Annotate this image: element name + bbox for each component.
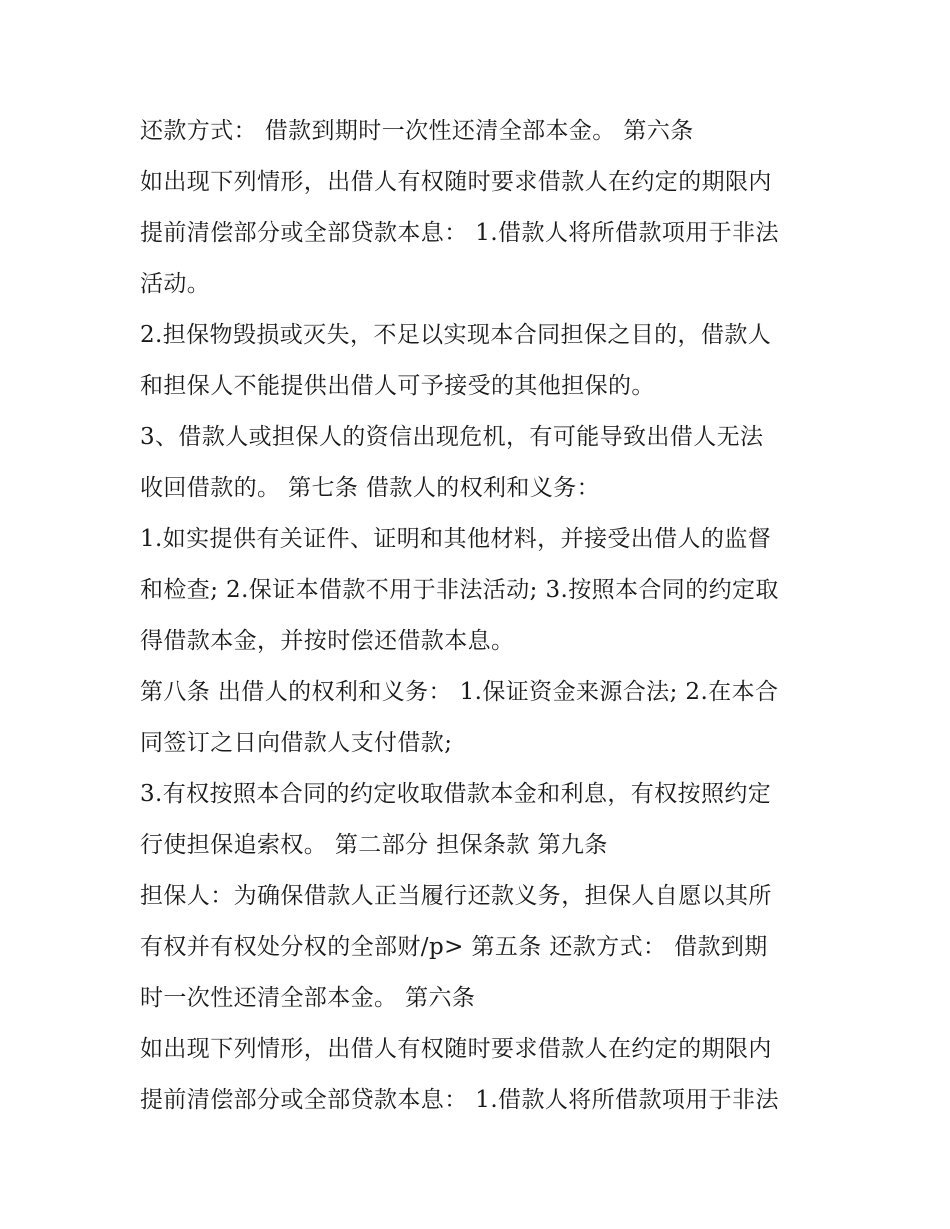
text-line: 3、借款人或担保人的资信出现危机，有可能导致出借人无法 [140,424,764,450]
text-line: 时一次性还清全部本金。 第六条 [140,985,476,1011]
text-line: 和担保人不能提供出借人可予接受的其他担保的。 [140,373,655,399]
text-line: 担保人：为确保借款人正当履行还款义务，担保人自愿以其所 [140,883,772,909]
text-line: 行使担保追索权。 第二部分 担保条款 第九条 [140,832,608,858]
text-line: 得借款本金，并按时偿还借款本息。 [140,628,515,654]
text-line: 如出现下列情形，出借人有权随时要求借款人在约定的期限内 [140,1036,772,1062]
text-line: 有权并有权处分权的全部财/p> 第五条 还款方式： 借款到期 [140,934,768,960]
text-line: 同签订之日向借款人支付借款; [140,730,453,756]
text-line: 第八条 出借人的权利和义务： 1.保证资金来源合法; 2.在本合 [140,679,779,705]
text-line: 如出现下列情形，出借人有权随时要求借款人在约定的期限内 [140,169,772,195]
text-line: 3.有权按照本合同的约定收取借款本金和利息，有权按照约定 [140,781,772,807]
text-line: 2.担保物毁损或灭失，不足以实现本合同担保之目的，借款人 [140,322,772,348]
document-body [140,106,830,1126]
text-line: 提前清偿部分或全部贷款本息： 1.借款人将所借款项用于非法 [140,220,779,246]
text-line: 和检查; 2.保证本借款不用于非法活动; 3.按照本合同的约定取 [140,577,779,603]
text-line: 还款方式： 借款到期时一次性还清全部本金。 第六条 [140,118,694,144]
text-line: 提前清偿部分或全部贷款本息： 1.借款人将所借款项用于非法 [140,1087,779,1113]
text-line: 收回借款的。 第七条 借款人的权利和义务： [140,475,601,501]
text-line: 活动。 [140,271,211,297]
text-line: 1.如实提供有关证件、证明和其他材料，并接受出借人的监督 [140,526,772,552]
